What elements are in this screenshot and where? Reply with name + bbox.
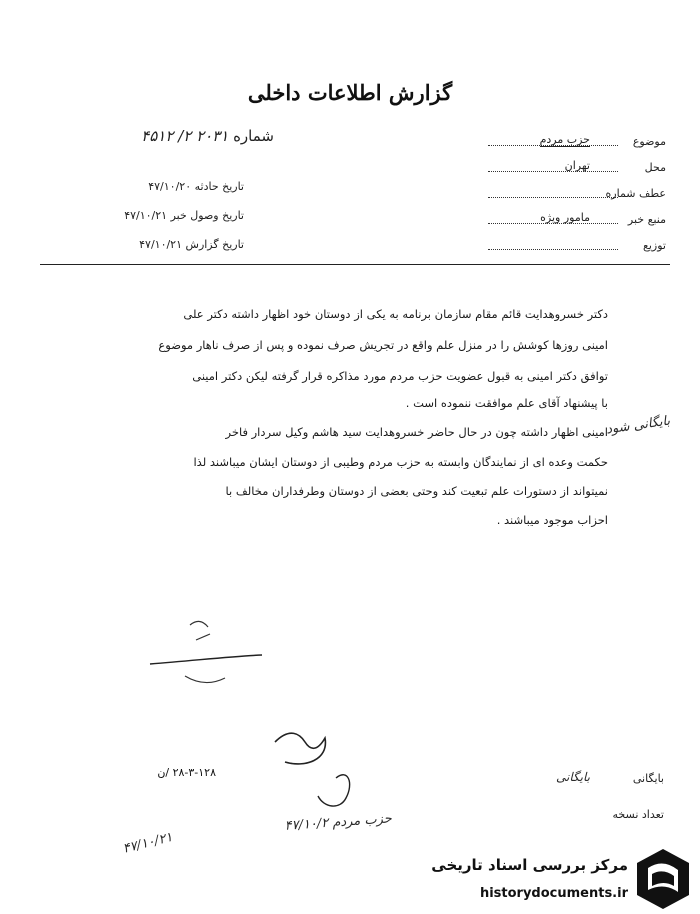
reference-label: عطف شماره [605, 187, 666, 200]
watermark-website: historydocuments.ir [479, 886, 628, 901]
subject-value: حزب مردم [539, 133, 590, 146]
pen-stroke [190, 621, 210, 640]
place-value: تهران [564, 159, 590, 172]
handwritten-date: ۴۷/۱۰/۲۱ [121, 829, 175, 857]
handwritten-party-note: حزب مردم ۴۷/۱۰/۲ [284, 811, 393, 834]
archive-value: بایگانی [556, 770, 590, 784]
subject-label: موضوع [632, 135, 666, 148]
source-value: مامور ویژه [540, 211, 590, 224]
archive-logo-icon [634, 846, 692, 912]
body-line: حکمت وعده ای از نمایندگان وابسته به حزب مردم وطیبی از دوستان ایشان میباشند لذا [193, 455, 608, 469]
receipt-date: تاریخ وصول خبر ۴۷/۱۰/۲۱ [124, 209, 244, 222]
report-date: تاریخ گزارش ۴۷/۱۰/۲۱ [139, 238, 244, 251]
body-line: دکتر خسروهدایت قائم مقام سازمان برنامه به یکی از دوستان خود اظهار داشته دکتر علی [183, 307, 608, 321]
document-title: گزارش اطلاعات داخلی [247, 80, 453, 105]
number-value: ۲۰۳۱ ۲/ ۴۵۱۲ [141, 127, 229, 145]
body-line: امینی اظهار داشته چون در حال حاضر خسروهدایت سید هاشم وکیل سردار فاخر [225, 425, 608, 439]
body-line: احزاب موجود میباشند . [496, 513, 608, 527]
pen-stroke [185, 676, 225, 683]
stamp-number: ۲۸-۳-۱۲۸ /ن [157, 766, 216, 779]
place-label: محل [644, 161, 666, 174]
signature-stroke [275, 733, 325, 764]
copies-label: تعداد نسخه [612, 808, 664, 821]
source-label: منبع خبر [627, 213, 666, 226]
body-line: نمیتواند از دستورات علم تبعیت کند وحتی بعضی از دوستان وطرفداران مخالف با [225, 484, 608, 498]
number-label: شماره [233, 127, 274, 145]
body-line: با پیشنهاد آقای علم موافقت ننموده است . [405, 396, 608, 410]
archive-label: بایگانی [632, 772, 664, 785]
watermark-org-name: مرکز بررسی اسناد تاریخی [431, 856, 628, 874]
pen-stroke [150, 655, 262, 664]
body-line: امینی روزها کوشش را در منزل علم واقع در تجریش صرف نموده و پس از صرف ناهار موضوع [158, 338, 608, 352]
body-line: توافق دکتر امینی به قبول عضویت حزب مردم مورد مذاکره قرار گرفته لیکن دکتر امینی [192, 369, 608, 383]
distribution-label: توزیع [643, 239, 666, 252]
event-date: تاریخ حادثه ۴۷/۱۰/۲۰ [148, 180, 244, 193]
signature-stroke [318, 775, 350, 806]
margin-note: بایگانی شود [604, 413, 671, 438]
